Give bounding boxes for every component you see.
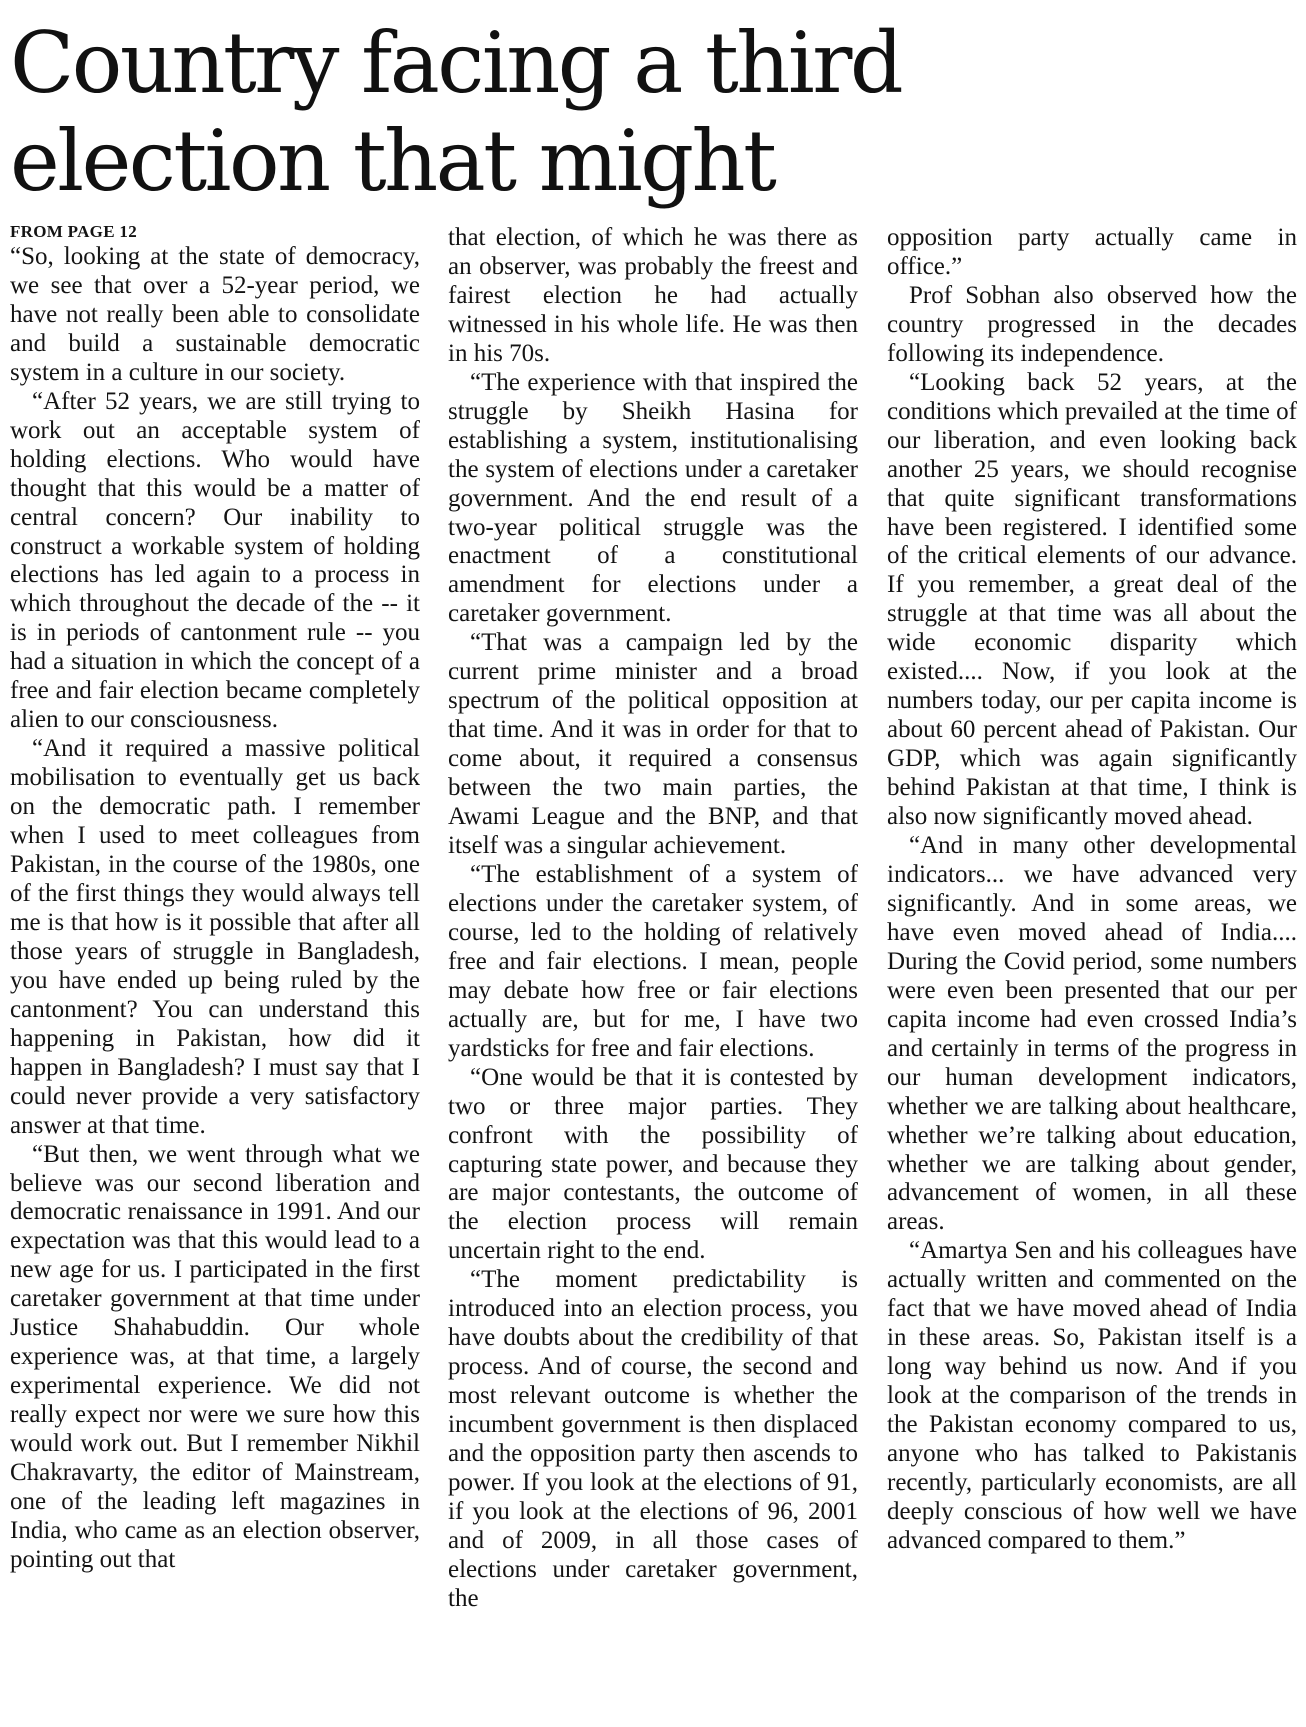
body-paragraph: “Looking back 52 years, at the conditions which prevailed at the time of our liberation, and even looking back another 25 years, we should recognise that quite significant transformations have been registered. I identified some of the critical elements of our advance. If you remember, a great deal of the struggle at that time was all about the wide economic disparity which existed.... Now, if you look at the numbers today, our per capita income is about 60 percent ahead of Pakistan. Our GDP, which was again significantly behind Pakistan at that time, I think is also now significantly moved ahead. <box>887 368 1297 831</box>
body-paragraph: that election, of which he was there as an observer, was probably the freest and fairest election he had actually witnessed in his whole life. He was then in his 70s. <box>448 224 858 367</box>
body-paragraph: “The moment predictability is introduced into an election process, you have doubts about the credibility of that process. And of course, the second and most relevant outcome is whether the incumbent government is then displaced and the opposition party then ascends to power. If you look at the elections of 91, if you look at the elections of 96, 2001 and of 2009, in all those cases of elections under caretaker government, the <box>448 1266 858 1612</box>
article-column-1 <box>10 224 420 1575</box>
article-column-3 <box>887 224 1297 1556</box>
body-paragraph: “But then, we went through what we believe was our second liberation and democratic renaissance in 1991. And our expectation was that this would lead to a new age for us. I participated in the first caretaker government at that time under Justice Shahabuddin. Our whole experience was, at that time, a largely experimental experience. We did not really expect nor were we sure how this would work out. But I remember Nikhil Chakravarty, the editor of Mainstream, one of the leading left magazines in India, who came as an election observer, pointing out that <box>10 1140 420 1573</box>
body-paragraph: “Amartya Sen and his colleagues have actually written and commented on the fact that we have moved ahead of India in these areas. So, Pakistan itself is a long way behind us now. And if you look at the comparison of the trends in the Pakistan economy compared to us, anyone who has talked to Pakistanis recently, particularly economists, are all deeply conscious of how well we have advanced compared to them.” <box>887 1237 1297 1554</box>
body-paragraph: “The establishment of a system of elections under the caretaker system, of course, led to the holding of relatively free and fair elections. I mean, people may debate how free or fair elections actually are, but for me, I have two yardsticks for free and fair elections. <box>448 860 858 1062</box>
body-paragraph: “One would be that it is contested by two or three major parties. They confront with the possibility of capturing state power, and because they are major contestants, the outcome of the election process will remain uncertain right to the end. <box>448 1063 858 1265</box>
body-paragraph: “And in many other developmental indicators... we have advanced very significantly. And in some areas, we have even moved ahead of India.... During the Covid period, some numbers were even been presented that our per capita income had even crossed India’s and certainly in terms of the progress in our human development indicators, whether we are talking about healthcare, whether we’re talking about education, whether we are talking about gender, advancement of women, in all these areas. <box>887 832 1297 1236</box>
continuation-kicker: FROM PAGE 12 <box>10 222 137 241</box>
body-paragraph: opposition party actually came in office.” <box>887 224 1297 280</box>
body-paragraph: “So, looking at the state of democracy, we see that over a 52-year period, we have not really been able to consolidate and build a sustainable democratic system in a culture in our society. <box>10 243 420 386</box>
headline: Country facing a third election that might <box>10 14 902 210</box>
body-paragraph: “That was a campaign led by the current prime minister and a broad spectrum of the political opposition at that time. And it was in order for that to come about, it required a consensus between the two main parties, the Awami League and the BNP, and that itself was a singular achievement. <box>448 629 858 860</box>
body-paragraph: “After 52 years, we are still trying to work out an acceptable system of holding elections. Who would have thought that this would be a matter of central concern? Our inability to construct a workable system of holding elections has led again to a process in which throughout the decade of the -- it is in periods of cantonment rule -- you had a situation in which the concept of a free and fair election became completely alien to our consciousness. <box>10 387 420 734</box>
article-column-2 <box>448 224 858 1614</box>
body-paragraph: “The experience with that inspired the struggle by Sheikh Hasina for establishing a system, institutionalising the system of elections under a caretaker government. And the end result of a two-year political struggle was the enactment of a constitutional amendment for elections under a caretaker government. <box>448 368 858 628</box>
body-paragraph: Prof Sobhan also observed how the country progressed in the decades following its independence. <box>887 281 1297 367</box>
body-paragraph: “And it required a massive political mobilisation to eventually get us back on the democratic path. I remember when I used to meet colleagues from Pakistan, in the course of the 1980s, one of the first things they would always tell me is that how is it possible that after all those years of struggle in Bangladesh, you have ended up being ruled by the cantonment? You can understand this happening in Pakistan, how did it happen in Bangladesh? I must say that I could never provide a very satisfactory answer at that time. <box>10 735 420 1139</box>
